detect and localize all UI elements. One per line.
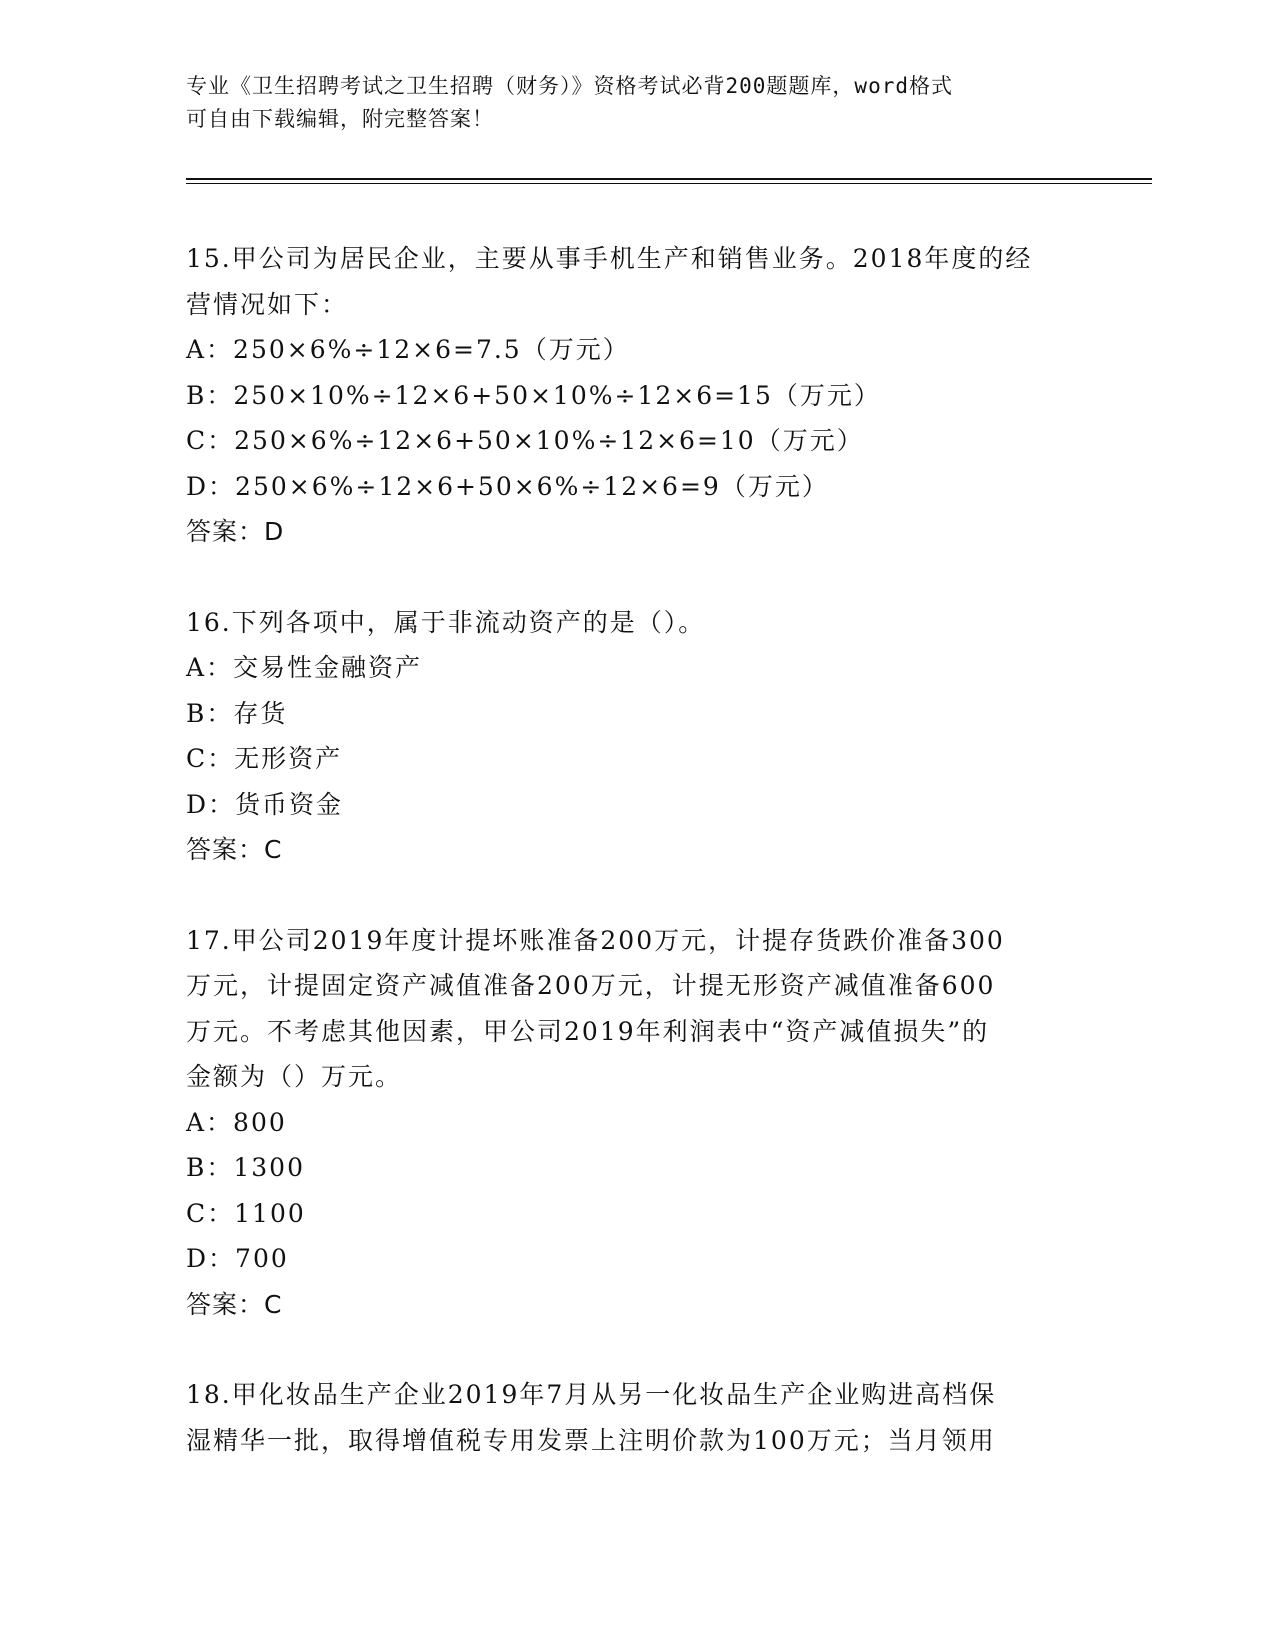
option-b: B：1300 [186,1153,305,1182]
header-rule-thin [186,183,1152,184]
option-c: C：250×6%÷12×6+50×10%÷12×6=10（万元） [186,426,864,455]
header-line-1: 专业《卫生招聘考试之卫生招聘（财务）》资格考试必背200题题库，word格式 [186,74,953,98]
question-stem-line: 湿精华一批，取得增值税专用发票上注明价款为100万元；当月领用 [186,1425,996,1455]
question-stem-line: 18.甲化妆品生产企业2019年7月从另一化妆品生产企业购进高档保 [186,1380,997,1409]
question-stem-line: 17.甲公司2019年度计提坏账准备200万元，计提存货跌价准备300 [186,925,1005,955]
header-rule-thick [186,178,1152,180]
option-c: C：1100 [186,1198,306,1228]
header-line-2: 可自由下载编辑，附完整答案！ [186,107,494,131]
option-a: A：交易性金融资产 [186,653,423,682]
option-d: D：700 [186,1244,289,1273]
question-stem-line: 万元，计提固定资产减值准备200万元，计提无形资产减值准备600 [186,971,996,1000]
answer-line: 答案：D [186,517,285,546]
question-stem-line: 16.下列各项中，属于非流动资产的是（）。 [186,607,706,637]
question-stem-line: 金额为（）万元。 [186,1062,403,1091]
question-list [186,236,1086,1508]
question-stem-line: 营情况如下： [186,289,349,319]
option-d: D：货币资金 [186,789,344,819]
option-a: A：800 [186,1107,287,1137]
answer-line: 答案：C [186,835,283,864]
option-d: D：250×6%÷12×6+50×6%÷12×6=9（万元） [186,471,829,501]
question-16 [186,600,1086,873]
option-a: A：250×6%÷12×6=7.5（万元） [186,335,630,364]
document-header [186,70,1086,136]
question-stem-line: 万元。不考虑其他因素，甲公司2019年利润表中“资产减值损失”的 [186,1016,990,1046]
option-b: B：250×10%÷12×6+50×10%÷12×6=15（万元） [186,380,881,410]
option-c: C：无形资产 [186,744,343,773]
option-b: B：存货 [186,698,288,728]
question-18 [186,1372,1086,1463]
question-stem-line: 15.甲公司为居民企业，主要从事手机生产和销售业务。2018年度的经 [186,244,1033,273]
question-17 [186,918,1086,1328]
question-15 [186,236,1086,555]
answer-line: 答案：C [186,1289,283,1319]
